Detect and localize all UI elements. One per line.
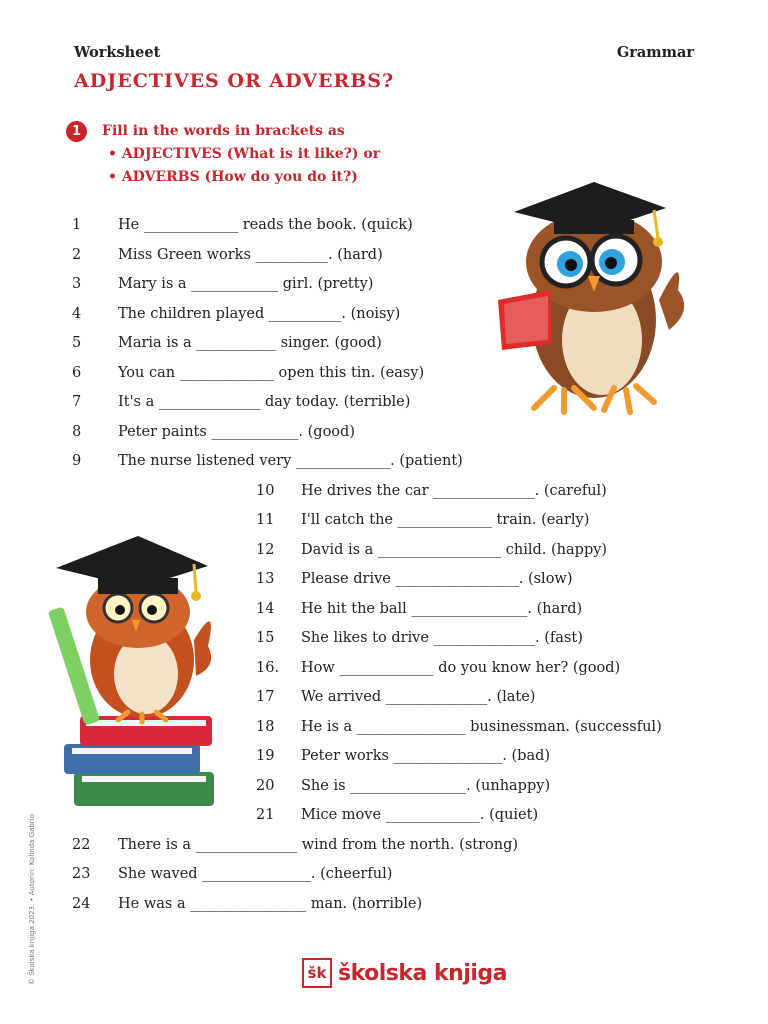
exercise-sentence: We arrived ______________. (late) — [301, 689, 536, 705]
exercise-sentence: Maria is a ___________ singer. (good) — [118, 335, 382, 351]
page-title: ADJECTIVES OR ADVERBS? — [74, 70, 395, 92]
exercise-sentence: I'll catch the _____________ train. (early) — [301, 512, 590, 528]
exercise-number: 6 — [72, 364, 82, 381]
exercise-number: 19 — [256, 748, 275, 764]
exercise-number: 9 — [72, 453, 82, 469]
exercise-number: 18 — [256, 718, 275, 735]
exercise-sentence: Miss Green works __________. (hard) — [118, 246, 383, 263]
exercise-number: 20 — [256, 777, 275, 794]
exercise-sentence: He is a _______________ businessman. (successful) — [301, 718, 662, 735]
exercise-number: 5 — [72, 335, 82, 351]
exercise-sentence: It's a ______________ day today. (terrible) — [118, 394, 411, 410]
exercise-sentence: He drives the car ______________. (careful) — [301, 482, 607, 499]
exercise-sentence: Mice move _____________. (quiet) — [301, 807, 539, 823]
exercise-sentence: Peter paints ____________. (good) — [118, 423, 355, 440]
exercise-sentence: Peter works _______________. (bad) — [301, 748, 551, 764]
exercise-number: 8 — [72, 423, 82, 440]
exercise-number: 7 — [72, 394, 82, 410]
exercise-sentence: She waved _______________. (cheerful) — [118, 866, 393, 882]
exercise-sentence: She is ________________. (unhappy) — [301, 777, 551, 794]
exercise-sentence: He _____________ reads the book. (quick) — [118, 217, 413, 233]
exercise-number: 14 — [256, 600, 275, 617]
exercise-sentence: Please drive _________________. (slow) — [301, 571, 573, 587]
exercise-number: 11 — [256, 512, 275, 528]
instruction-adverbs: • ADVERBS (How do you do it?) — [108, 169, 358, 185]
exercise-sentence: You can _____________ open this tin. (easy) — [118, 364, 425, 381]
instruction-line: Fill in the words in brackets as — [102, 123, 345, 139]
exercise-sentence: The nurse listened very _____________. (patient) — [118, 453, 463, 469]
exercise-sentence: There is a ______________ wind from the north. (strong) — [118, 836, 519, 853]
exercise-sentence: David is a _________________ child. (happy) — [301, 541, 608, 558]
task-instructions — [102, 120, 380, 189]
publisher-logo — [302, 958, 507, 988]
worksheet-label: Worksheet — [74, 44, 161, 61]
exercise-sentence: How _____________ do you know her? (good) — [301, 659, 621, 676]
owl-books-illustration — [46, 520, 226, 820]
exercise-number: 22 — [72, 836, 91, 853]
copyright-note: © Školska knjiga 2023. • Autorin: Kolinda Gabrio — [28, 814, 36, 985]
exercise-number: 1 — [72, 217, 82, 233]
owl-reading-illustration — [494, 180, 706, 420]
instruction-adjectives: • ADJECTIVES (What is it like?) or — [108, 146, 381, 162]
exercise-sentence: Mary is a ____________ girl. (pretty) — [118, 276, 374, 292]
exercise-sentence: The children played __________. (noisy) — [118, 305, 401, 322]
exercise-number: 17 — [256, 689, 275, 705]
exercise-number: 13 — [256, 571, 275, 587]
exercise-number: 4 — [72, 305, 82, 322]
logo-mark: šk — [302, 958, 332, 988]
exercise-number: 2 — [72, 246, 82, 263]
logo-text: školska knjiga — [338, 960, 507, 986]
exercise-sentence: He hit the ball ________________. (hard) — [301, 600, 583, 617]
exercise-number: 24 — [72, 895, 91, 912]
exercise-number: 16. — [256, 659, 280, 676]
exercise-number: 10 — [256, 482, 275, 499]
exercise-number: 12 — [256, 541, 275, 558]
exercise-sentence: She likes to drive ______________. (fast) — [301, 630, 583, 646]
exercise-number: 3 — [72, 276, 82, 292]
exercise-number: 21 — [256, 807, 275, 823]
exercise-number: 23 — [72, 866, 91, 882]
exercise-number: 15 — [256, 630, 275, 646]
exercise-sentence: He was a ________________ man. (horrible) — [118, 895, 423, 912]
subject-label: Grammar — [616, 44, 694, 61]
task-number-badge: 1 — [66, 121, 87, 142]
